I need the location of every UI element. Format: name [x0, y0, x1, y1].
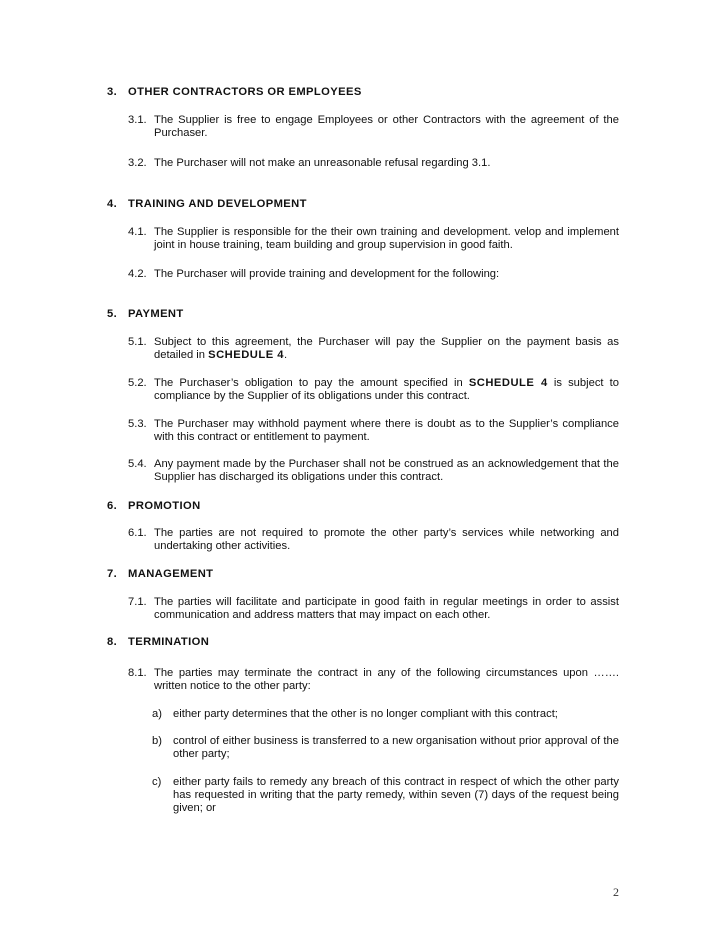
section-title: TRAINING AND DEVELOPMENT [128, 198, 307, 210]
clause-text-part: Subject to this agreement, the Purchaser will pay the Supplier on the payment basis as detailed in [154, 336, 619, 361]
clause-number: 8.1. [128, 667, 147, 679]
clause-7-1 [128, 596, 619, 622]
clause-number: 4.1. [128, 226, 147, 238]
clause-number: 5.4. [128, 458, 147, 470]
list-item-b [152, 735, 619, 761]
clause-text: Any payment made by the Purchaser shall not be construed as an acknowledgement that the Supplier has discharged its obligations under this contract. [154, 458, 619, 483]
list-item-text: either party fails to remedy any breach of this contract in respect of which the other party has requested in writing that the party remedy, within seven (7) days of the request being given; or [173, 776, 619, 814]
clause-text: The Supplier is free to engage Employees or other Contractors with the agreement of the Purchaser. [154, 114, 619, 139]
clause-6-1 [128, 527, 619, 553]
section-title: PROMOTION [128, 500, 201, 512]
clause-number: 3.1. [128, 114, 147, 126]
section-number: 5. [107, 308, 118, 320]
section-8-heading [107, 636, 619, 649]
clause-3-2 [128, 157, 619, 170]
list-item-letter: c) [152, 776, 162, 788]
section-number: 4. [107, 198, 118, 210]
clause-text: The parties will facilitate and participate in good faith in regular meetings in order to assist communication and address matters that may impact on each other. [154, 596, 619, 621]
section-3-heading [107, 86, 619, 99]
clause-text: The Supplier is responsible for the their own training and development. velop and implement joint in house training, team building and group supervision in good faith. [154, 226, 619, 251]
clause-number: 3.2. [128, 157, 147, 169]
clause-5-1 [128, 336, 619, 362]
clause-text: The Purchaser will not make an unreasonable refusal regarding 3.1. [154, 157, 491, 169]
section-title: TERMINATION [128, 636, 210, 648]
clause-number: 5.2. [128, 377, 147, 389]
clause-5-2 [128, 377, 619, 403]
section-4-heading [107, 198, 619, 211]
clause-8-1 [128, 667, 619, 693]
section-number: 3. [107, 86, 118, 98]
section-number: 8. [107, 636, 118, 648]
clause-text [154, 377, 619, 403]
list-item-text: either party determines that the other is no longer compliant with this contract; [173, 708, 558, 720]
clause-text: The Purchaser will provide training and development for the following: [154, 268, 500, 280]
list-item-text: control of either business is transferred to a new organisation without prior approval of the other party; [173, 735, 619, 760]
clause-4-2 [128, 268, 619, 281]
page-number: 2 [613, 885, 619, 899]
clause-text: The Purchaser may withhold payment where there is doubt as to the Supplier’s compliance with this contract or entitlement to payment. [154, 418, 619, 443]
clause-number: 7.1. [128, 596, 147, 608]
clause-text [154, 336, 619, 362]
clause-3-1 [128, 114, 619, 140]
clause-number: 5.1. [128, 336, 147, 348]
section-7-heading [107, 568, 619, 581]
section-6-heading [107, 500, 619, 513]
clause-4-1 [128, 226, 619, 252]
clause-number: 6.1. [128, 527, 147, 539]
clause-text-part: . [284, 349, 288, 361]
schedule-reference: SCHEDULE 4 [208, 349, 284, 361]
schedule-reference: SCHEDULE 4 [468, 377, 548, 389]
section-title: MANAGEMENT [128, 568, 214, 580]
list-item-letter: b) [152, 735, 162, 747]
section-title: OTHER CONTRACTORS OR EMPLOYEES [128, 86, 362, 98]
section-5-heading [107, 308, 619, 321]
list-item-a [152, 708, 619, 721]
list-item-c [152, 776, 619, 815]
clause-text-part: is subject to compliance by the Supplier of its obligations under this contract. [154, 377, 619, 402]
section-number: 7. [107, 568, 118, 580]
clause-5-3 [128, 418, 619, 444]
clause-text: The parties are not required to promote the other party’s services while networking and undertaking other activities. [154, 527, 619, 552]
clause-text-part: The Purchaser’s obligation to pay the amount specified in [154, 377, 469, 389]
section-title: PAYMENT [128, 308, 184, 320]
clause-number: 5.3. [128, 418, 147, 430]
clause-5-4 [128, 458, 619, 484]
clause-text: The parties may terminate the contract in any of the following circumstances upon ……. written notice to the other party: [154, 667, 619, 692]
clause-number: 4.2. [128, 268, 147, 280]
section-number: 6. [107, 500, 118, 512]
list-item-letter: a) [152, 708, 162, 720]
